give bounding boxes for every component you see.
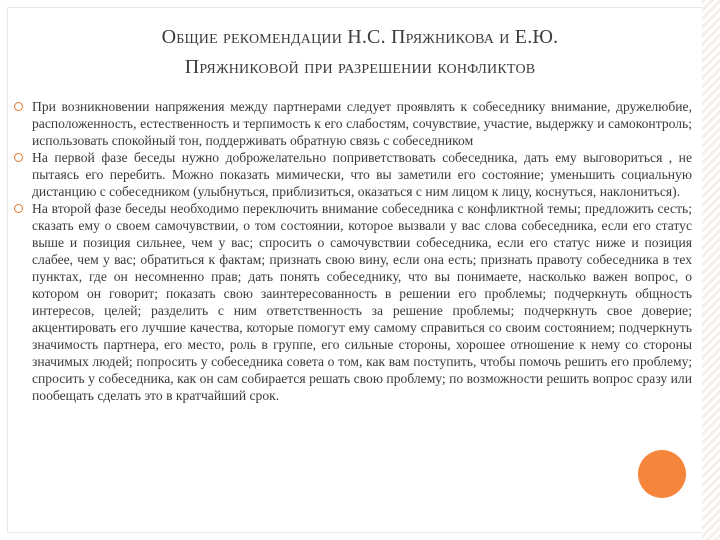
bullet-circle-icon <box>14 102 23 111</box>
bullet-circle-icon <box>14 153 23 162</box>
bullet-text: На второй фазе беседы необходимо переключить внимание собеседника с конфликтной темы; предложить сесть; сказать ему о своем самочувствии, о том состоянии, которое вызвали у вас слова собеседника, если его статус выше и позиция сильнее, чем у вас; спросить о самочувствии собеседника, если его статус ниже и позиция слабее, чем у вас; обратиться к фактам; признать свою вину, если она есть; признать правоту собеседника в тех пунктах, где он несомненно прав; дать понять собеседнику, что вы понимаете, насколько важен вопрос, о котором он говорит; показать свою заинтересованность в решении его проблемы; подчеркнуть общность интересов, целей; разделить с ним ответственность за решение проблемы; подчеркнуть свое доверие; акцентировать его лучшие качества, которые помогут ему самому справиться со своим состоянием; подчеркнуть значимость партнера, его место, роль в группе, его сильные стороны, хорошее отношение к нему со стороны значимых людей; попросить у собеседника совета о том, как вам поступить, чтобы помочь решить его проблему; спросить у собеседника, как он сам собирается решать свою проблему; по возможности решить вопрос сразу или пообещать сделать это в кратчайший срок. <box>32 201 692 403</box>
bullet-item-2 <box>12 149 692 200</box>
slide-title-line-2: Пряжниковой при разрешении конфликтов <box>184 56 536 78</box>
bullet-text: На первой фазе беседы нужно доброжелательно поприветствовать собеседника, дать ему выговориться , не пытаясь его перебить. Можно показать мимически, что вы заметили его состояние; уменьшить социальную дистанцию с собеседником (улыбнуться, приблизиться, оказаться с ним лицом к лицу, коснуться, наклониться). <box>32 150 692 199</box>
bullet-list <box>12 98 692 404</box>
decorative-circle <box>638 450 686 498</box>
bullet-text: При возникновении напряжения между партнерами следует проявлять к собеседнику внимание, дружелюбие, расположенность, естественность и терпимость к его слабостям, сочувствие, участие, выдержку и самоконтроль; использовать спокойный тон, поддерживать обратную связь с собеседником <box>32 99 692 148</box>
bullet-circle-icon <box>14 204 23 213</box>
bullet-item-1 <box>12 98 692 149</box>
slide-title-line-1: Общие рекомендации Н.С. Пряжникова и Е.Ю. <box>161 26 559 48</box>
slide-title <box>60 22 660 82</box>
bullet-item-3 <box>12 200 692 404</box>
decorative-stripe-band <box>702 0 720 540</box>
